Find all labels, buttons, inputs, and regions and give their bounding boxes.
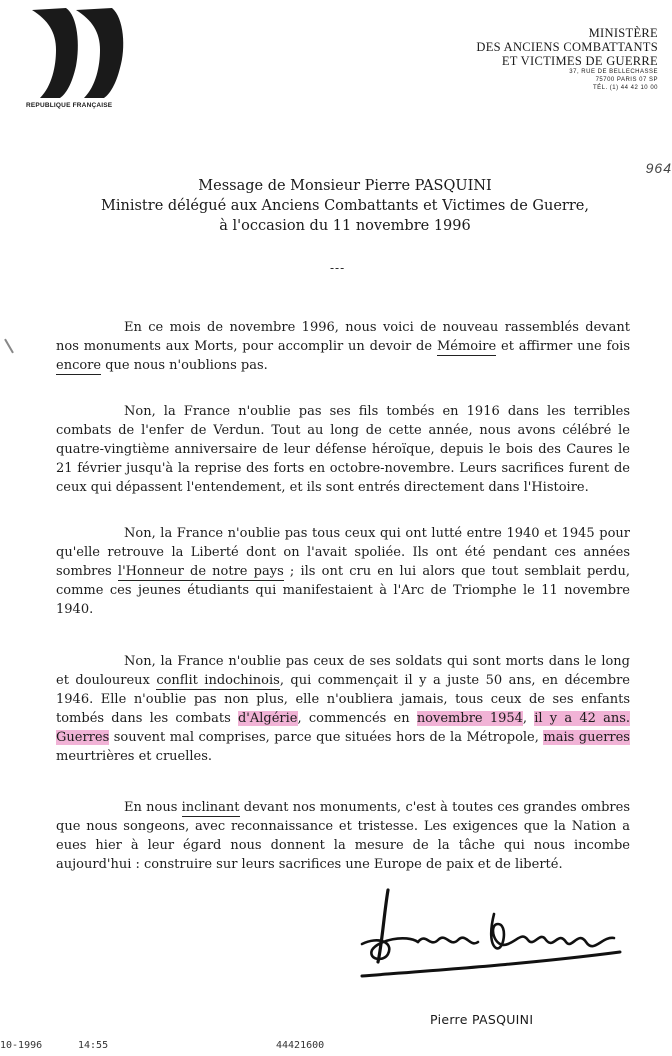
underlined-honneur: l'Honneur de notre pays — [117, 564, 284, 579]
title-line-2: Ministre délégué aux Anciens Combattants et Victimes de Guerre, — [101, 198, 589, 214]
scan-mark — [4, 339, 14, 354]
highlight-mais-guerres: mais guerres — [543, 730, 630, 745]
title-separator: --- — [330, 261, 346, 275]
ministry-address-3: TÉL. (1) 44 42 10 00 — [592, 85, 658, 91]
highlight-algerie: d'Algérie — [237, 711, 298, 726]
fax-time: 14:55 — [78, 1040, 109, 1051]
paragraph-3: Non, la France n'oublie pas tous ceux qui ont lutté entre 1940 et 1945 pour qu'elle retrouve la Liberté dont on l'avait spoliée. Ils ont été pendant ces années sombres l'Honneur de notre pays ; ils ont cru en lui alors que tout semblait perdu, comme ces jeunes étudiants qui manifestaient à l'Arc de Triomphe le 11 novembre 1940. — [56, 526, 631, 617]
highlight-42-ans-guerres: il y a 42 ans. Guerres — [56, 711, 630, 745]
ministry-header — [476, 26, 658, 92]
ministry-line-3: ET VICTIMES DE GUERRE — [501, 54, 658, 68]
fax-date: 10-1996 — [0, 1040, 43, 1051]
ministry-address-2: 75700 PARIS 07 SP — [595, 77, 658, 83]
signer-name: Pierre PASQUINI — [430, 1012, 534, 1027]
paragraph-5: En nous inclinant devant nos monuments, c'est à toutes ces grandes ombres que nous songeons, avec reconnaissance et tristesse. Les exigences que la Nation a eues hier à leur égard nous donnent la mesure de la tâche qui nous incombe aujourd'hui : construire sur leurs sacrifices une Europe de paix et de liberté. — [56, 800, 631, 872]
logo-caption: REPUBLIQUE FRANÇAISE — [26, 102, 113, 109]
underlined-inclinant: inclinant — [181, 800, 240, 815]
fax-code: 44421600 — [276, 1040, 325, 1051]
ministry-line-1: MINISTÈRE — [588, 26, 658, 40]
title-line-1: Message de Monsieur Pierre PASQUINI — [198, 178, 492, 194]
ministry-address-1: 37, RUE DE BELLECHASSE — [569, 69, 658, 75]
paragraph-2: Non, la France n'oublie pas ses fils tombés en 1916 dans les terribles combats de l'enfer de Verdun. Tout au long de cette année, nous avons célébré le quatre-vingtième anniversaire de leur défense héroïque, depuis le bois des Caures le 21 février jusqu'à la reprise des forts en octobre-novembre. Leurs sacrifices furent de ceux qui dépassent l'entendement, et ils sont entrés directement dans l'Histoire. — [56, 404, 630, 495]
paragraph-1: En ce mois de novembre 1996, nous voici de nouveau rassemblés devant nos monuments aux Morts, pour accomplir un devoir de Mémoire et affirmer une fois encore que nous n'oublions pas. — [56, 320, 630, 373]
underlined-conflit-indochinois: conflit indochinois — [156, 673, 280, 688]
reference-number: 964 — [645, 160, 672, 176]
message-title — [80, 176, 610, 236]
underlined-encore: encore — [56, 358, 102, 373]
fax-footer — [0, 1040, 672, 1056]
underlined-memoire: Mémoire — [436, 339, 497, 354]
ministry-line-2: DES ANCIENS COMBATTANTS — [476, 40, 658, 54]
title-line-3: à l'occasion du 11 novembre 1996 — [219, 218, 471, 234]
handwritten-signature — [358, 884, 628, 994]
marianne-logo-icon — [26, 6, 136, 102]
signature-icon — [358, 884, 628, 994]
highlight-novembre-1954: novembre 1954 — [416, 711, 523, 726]
paragraph-4: Non, la France n'oublie pas ceux de ses soldats qui sont morts dans le long et douloureux conflit indochinois, qui commençait il y a juste 50 ans, en décembre 1946. Elle n'oublie pas non plus, elle n'oubliera jamais, tous ceux de ses enfants tombés dans les combats d'Algérie, commencés en novembre 1954, il y a 42 ans. Guerres souvent mal comprises, parce que situées hors de la Métropole, mais guerres meurtrières et cruelles. — [56, 654, 631, 764]
republique-francaise-logo — [26, 6, 136, 116]
